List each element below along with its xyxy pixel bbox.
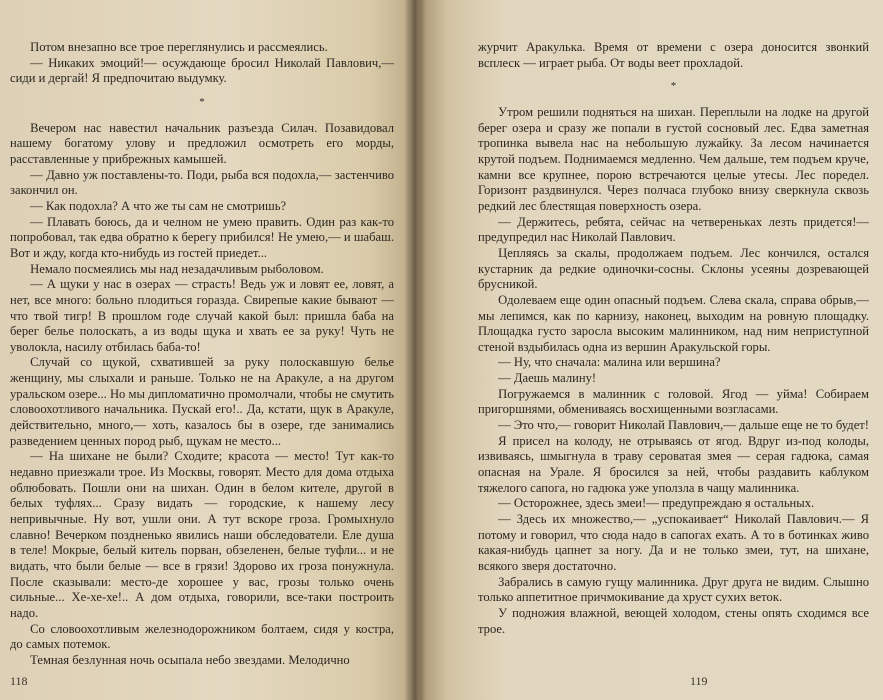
paragraph: Случай со щукой, схватившей за руку полоскавшую белье женщину, мы слыхали и раньше. Только не на Аракуле, а на другом уральском озере... Но мы дипломатично промолчали, чтобы не смутить словоохотливого начальника. Пускай его!.. Да, кстати, щук в Аракуле, действительно, много,— хоть, казалось бы в озере, где занимались разведением ценных пород рыб, щукам не место...: [10, 355, 394, 448]
paragraph: Цепляясь за скалы, продолжаем подъем. Лес кончился, остался кустарник да редкие одиночки-сосны. Склоны усеяны дозревающей брусникой.: [478, 245, 869, 292]
page-number: 119: [690, 674, 708, 689]
paragraph: Темная безлунная ночь осыпала небо звездами. Мелодично: [30, 652, 350, 667]
right-text-before-break: [478, 40, 869, 71]
left-text-before-break: [10, 40, 394, 87]
paragraph: — На шихане не были? Сходите; красота — место! Тут как-то недавно приезжали трое. Из Москвы, говорят. Место для дома отдыха облюбовать. Пошли они на шихан. Один в белом кителе, другой в белых туфлях... Сразу видать — городские, к нашему лесу непривычные. Ну вот, ушли они. А тут вскоре гроза. Громыхнуло славно! Вечерком поздненько явились наши обследователи. Еле душа в теле! Мокрые, белый китель порван, обзеленен, белые туфли... и не видать, что были белые — все в грязи! Здорово их гроза понужнула. После сказывали: место-де хорошее у вас, грозы только очень сильные... Хе-хе-хе!.. А дом отдыха, говорили, все-таки построить надо.: [10, 449, 394, 620]
paragraph: Немало посмеялись мы над незадачливым рыболовом.: [30, 261, 324, 276]
paragraph: Забрались в самую гущу малинника. Друг друга не видим. Слышно только аппетитное причмокивание да хруст сухих веток.: [478, 574, 869, 605]
paragraph: У подножия влажной, веющей холодом, стены опять сходимся все трое.: [478, 605, 869, 636]
left-page: [0, 0, 420, 700]
paragraph: Одолеваем еще один опасный подъем. Слева скала, справа обрыв,— мы лепимся, как по карнизу, наконец, выходим на ровную площадку. Площадка густо заросла высоким малинником, над ним неприступной стеной вздыбилась одна из вершин Аракульской горы.: [478, 292, 869, 354]
paragraph: — Даешь малину!: [498, 371, 597, 386]
paragraph: журчит Аракулька. Время от времени с озера доносится звонкий всплеск — играет рыба. От воды веет прохладой.: [478, 40, 869, 70]
paragraph: — Осторожнее, здесь змеи!— предупреждаю я остальных.: [498, 496, 815, 511]
right-page: [420, 0, 883, 700]
paragraph: — Ну, что сначала: малина или вершина?: [498, 355, 721, 370]
paragraph: Потом внезапно все трое переглянулись и рассмеялись.: [30, 40, 328, 54]
paragraph: — Плавать боюсь, да и челном не умею править. Один раз как-то попробовал, так едва обратно к берегу прибился! Не умею,— и шабаш. Вот и жду, когда кто-нибудь из гостей приедет...: [10, 214, 394, 260]
section-separator: *: [199, 95, 205, 108]
paragraph: Со словоохотливым железнодорожником болтаем, сидя у костра, до самых потемок.: [10, 621, 394, 652]
paragraph: Погружаемся в малинник с головой. Ягод — уйма! Собираем пригоршнями, обмениваясь восхищенными возгласами.: [478, 386, 869, 417]
paragraph: Вечером нас навестил начальник разъезда Силач. Позавидовал нашему богатому улову и предложил осмотреть его морды, расставленные у прибрежных камышей.: [10, 120, 394, 166]
paragraph: — Держитесь, ребята, сейчас на четвереньках лезть придется!— предупредил нас Николай Павлович.: [478, 214, 869, 245]
left-text-after-break: [10, 121, 394, 669]
page-number: 118: [10, 674, 28, 689]
paragraph: — Как подохла? А что же ты сам не смотришь?: [30, 198, 287, 213]
paragraph: Утром решили подняться на шихан. Переплыли на лодке на другой берег озера и сразу же попали в густой сосновый лес. Едва заметная тропинка вывела нас на небольшую лужайку. За лесом начинается крутой подъем. Поднимаемся медленно. Чем дальше, тем подъем круче, камни все крупнее, порою встречаются целые утесы. Лес поредел. Горизонт раздвинулся. Через полчаса глубоко внизу сверкнула сквозь редкий лес блестящая поверхность озера.: [478, 104, 869, 213]
paragraph: — Здесь их множество,— „успокаивает“ Николай Павлович.— Я потому и говорил, что сюда надо в сапогах ехать. А то в ботинках живо какая-нибудь цапнет за ногу. Да и не только змеи, тут, на шихане, всякого зверя достаточно.: [478, 512, 869, 573]
paragraph: — Давно уж поставлены-то. Поди, рыба вся подохла,— застенчиво закончил он.: [10, 167, 394, 198]
section-separator: *: [670, 80, 677, 93]
right-text-after-break: [478, 105, 869, 637]
paragraph: — Это что,— говорит Николай Павлович,— дальше еще не то будет!: [498, 418, 869, 433]
paragraph: Я присел на колоду, не отрываясь от ягод. Вдруг из-под колоды, извиваясь, шмыгнула в траву сероватая змея — серая гадюка, самая опасная на Урале. Я бросился за ней, чтобы раздавить каблуком тяжелого сапога, но гадюка уже уползла в чащу малинника.: [478, 433, 869, 495]
paragraph: — Никаких эмоций!— осуждающе бросил Николай Павлович,— сиди и дергай! Я предпочитаю выдумку.: [10, 55, 394, 86]
paragraph: — А щуки у нас в озерах — страсть! Ведь уж и ловят ее, ловят, а нет, все много: больно плодиться горазда. Свирепые какие бывают — что твой тигр! В прошлом годе случай какой был: пришла баба на берег белье полоскать, а из воды щука и хвать ее за руку! Чуть не уволокла, насилу отбилась баба-то!: [10, 277, 394, 354]
